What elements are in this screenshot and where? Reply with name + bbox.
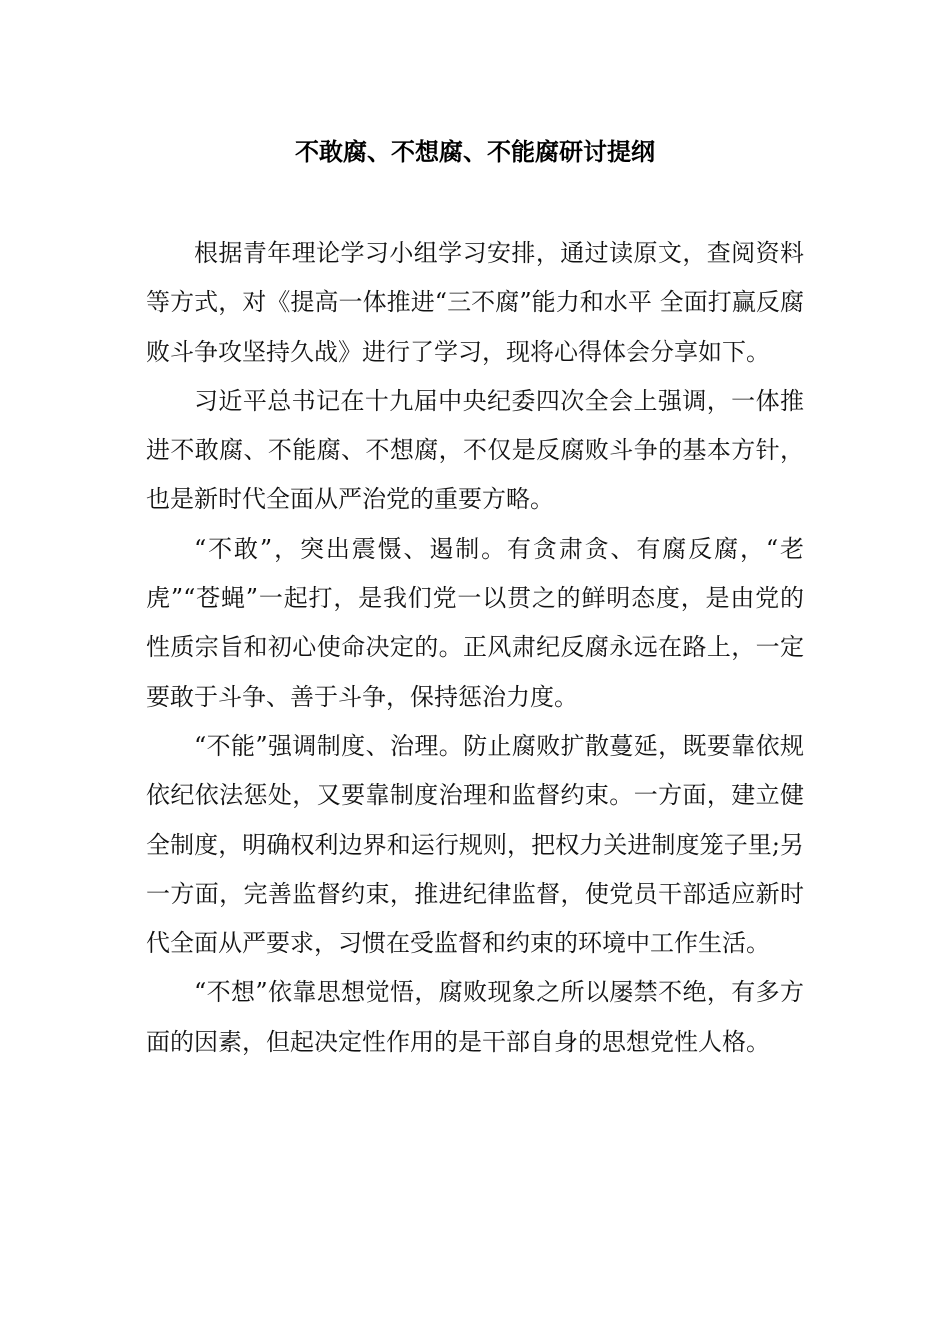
paragraph: “不敢”，突出震慑、遏制。有贪肃贪、有腐反腐，“老虎”“苍蝇”一起打，是我们党一以贯之的鲜明态度，是由党的性质宗旨和初心使命决定的。正风肃纪反腐永远在路上，一定要敢于斗争、善于斗争，保持惩治力度。 <box>146 534 804 711</box>
paragraph: “不能”强调制度、治理。防止腐败扩散蔓延，既要靠依规依纪依法惩处，又要靠制度治理和监督约束。一方面，建立健全制度，明确权利边界和运行规则，把权力关进制度笼子里;另一方面，完善监督约束，推进纪律监督，使党员干部适应新时代全面从严要求，习惯在受监督和约束的环境中工作生活。 <box>146 731 804 958</box>
paragraph: 根据青年理论学习小组学习安排，通过读原文，查阅资料等方式，对《提高一体推进“三不腐”能力和水平 全面打赢反腐败斗争攻坚持久战》进行了学习，现将心得体会分享如下。 <box>146 239 804 366</box>
paragraph: 习近平总书记在十九届中央纪委四次全会上强调，一体推进不敢腐、不能腐、不想腐，不仅是反腐败斗争的基本方针，也是新时代全面从严治党的重要方略。 <box>146 386 804 514</box>
document-body <box>146 229 804 1067</box>
document-title: 不敢腐、不想腐、不能腐研讨提纲 <box>295 138 655 166</box>
paragraph: “不想”依靠思想觉悟，腐败现象之所以屡禁不绝，有多方面的因素，但起决定性作用的是干部自身的思想党性人格。 <box>146 978 804 1056</box>
